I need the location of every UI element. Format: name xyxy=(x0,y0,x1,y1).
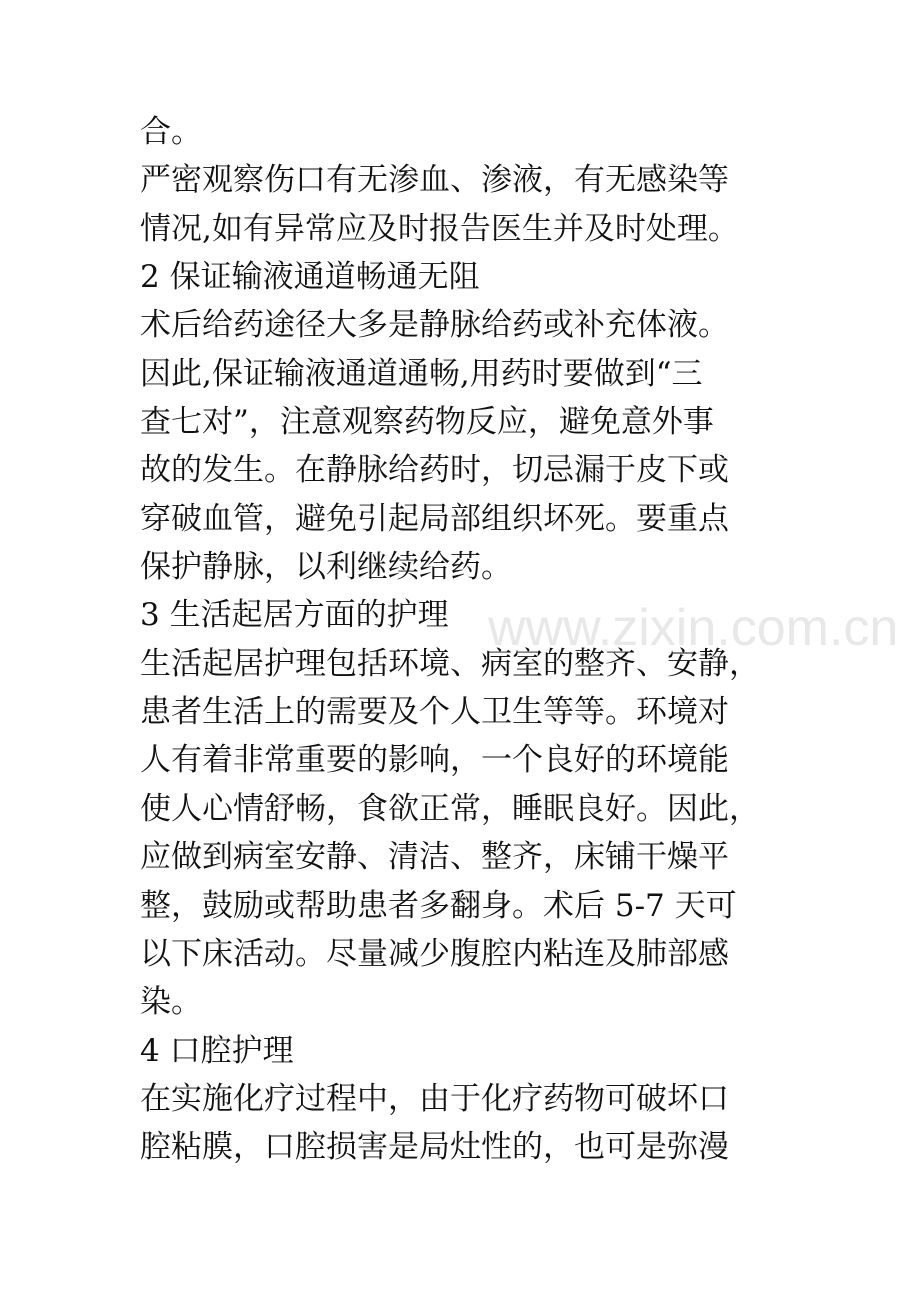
text-line: 使人心情舒畅，食欲正常，睡眠良好。因此， xyxy=(140,790,760,827)
text-line: 在实施化疗过程中，由于化疗药物可破坏口 xyxy=(140,1080,729,1117)
watermark: www.zixin.com.cn xyxy=(488,599,899,657)
section-heading-4: 4 口腔护理 xyxy=(140,1032,294,1069)
text-line: 整，鼓励或帮助患者多翻身。术后 5-7 天可 xyxy=(140,887,737,924)
text-line: 应做到病室安静、清洁、整齐，床铺干燥平 xyxy=(140,839,729,876)
text-line: 生活起居护理包括环境、病室的整齐、安静， xyxy=(140,645,760,682)
text-line: 保护静脉，以利继续给药。 xyxy=(140,549,512,586)
text-line: 术后给药途径大多是静脉给药或补充体液。 xyxy=(140,307,729,344)
text-line: 染。 xyxy=(140,984,202,1021)
text-line: 人有着非常重要的影响，一个良好的环境能 xyxy=(140,742,729,779)
text-line: 故的发生。在静脉给药时，切忌漏于皮下或 xyxy=(140,452,729,489)
section-heading-3: 3 生活起居方面的护理 xyxy=(140,597,449,634)
text-line: 以下床活动。尽量减少腹腔内粘连及肺部感 xyxy=(140,935,729,972)
text-line: 查七对”，注意观察药物反应，避免意外事 xyxy=(140,404,714,441)
text-line: 腔粘膜，口腔损害是局灶性的，也可是弥漫 xyxy=(140,1129,729,1166)
text-line: 合。 xyxy=(140,114,202,150)
document-body xyxy=(140,108,830,1172)
text-line: 因此,保证输液通道通畅,用药时要做到“三 xyxy=(140,355,703,392)
text-line: 情况,如有异常应及时报告医生并及时处理。 xyxy=(140,210,739,247)
text-line: 穿破血管，避免引起局部组织坏死。要重点 xyxy=(140,500,729,537)
text-line: 患者生活上的需要及个人卫生等等。环境对 xyxy=(140,694,729,731)
text-line: 严密观察伤口有无渗血、渗液，有无感染等 xyxy=(140,162,729,199)
section-heading-2: 2 保证输液通道畅通无阻 xyxy=(140,259,480,296)
